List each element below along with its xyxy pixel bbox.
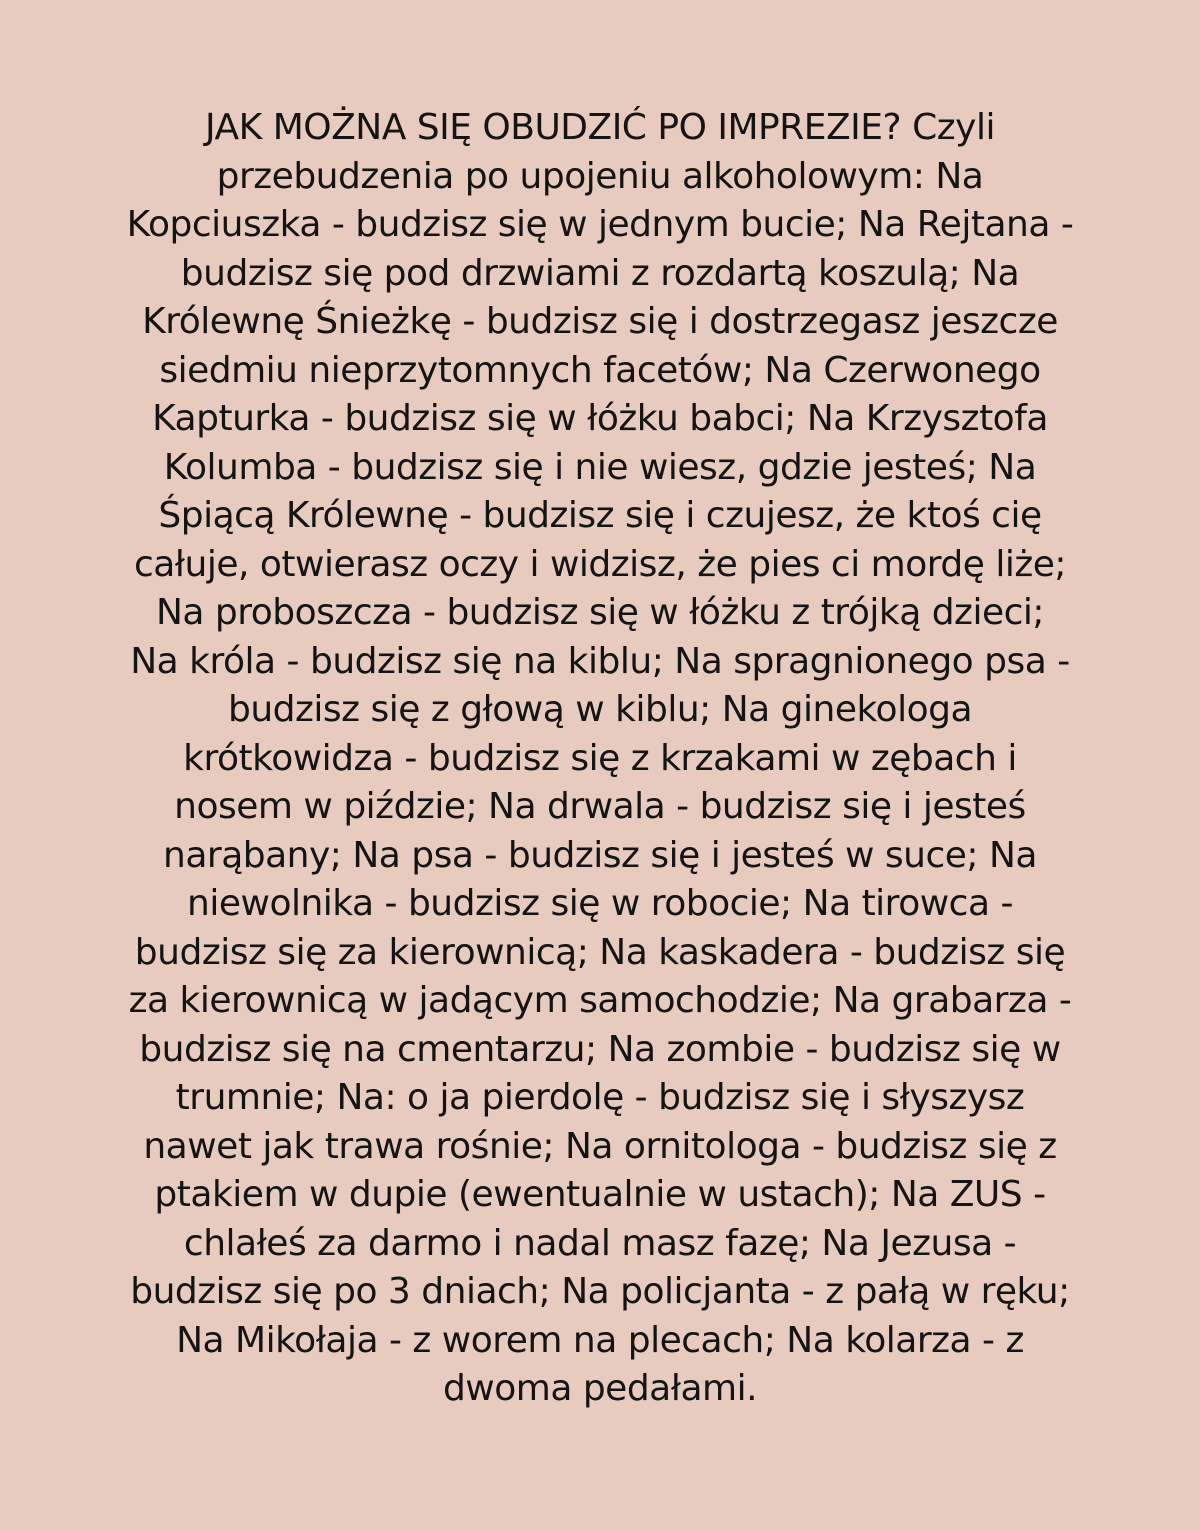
joke-line: budzisz się z głową w kiblu; Na ginekologa [227,689,973,730]
joke-line: trumnie; Na: o ja pierdolę - budzisz się i słyszysz [175,1077,1025,1118]
joke-line: Śpiącą Królewnę - budzisz się i czujesz, że ktoś cię [158,495,1042,536]
joke-line: Kapturka - budzisz się w łóżku babci; Na Krzysztofa [152,398,1048,439]
joke-line: nawet jak trawa rośnie; Na ornitologa - budzisz się z [143,1125,1057,1167]
joke-line: przebudzenia po upojeniu alkoholowym: Na [216,155,984,197]
joke-line: dwoma pedałami. [442,1368,758,1409]
joke-line: całuje, otwierasz oczy i widzisz, że pies ci mordę liże; [133,543,1067,585]
joke-line: narąbany; Na psa - budzisz się i jesteś w suce; Na [163,834,1037,876]
joke-text [14,104,1186,1414]
joke-line: Na Mikołaja - z worem na plecach; Na kolarza - z [176,1319,1024,1361]
joke-line: budzisz się na cmentarzu; Na zombie - budzisz się w [139,1028,1061,1070]
joke-line: ptakiem w dupie (ewentualnie w ustach); Na ZUS - [154,1174,1046,1215]
joke-line: Na proboszcza - budzisz się w łóżku z trójką dzieci; [155,592,1045,633]
joke-line: JAK MOŻNA SIĘ OBUDZIĆ PO IMPREZIE? Czyli [205,107,995,148]
joke-line: Kopciuszka - budzisz się w jednym bucie; Na Rejtana - [126,204,1074,245]
joke-line: niewolnika - budzisz się w robocie; Na tirowca - [187,883,1013,924]
joke-line: Królewnę Śnieżkę - budzisz się i dostrzegasz jeszcze [142,301,1058,342]
joke-line: krótkowidza - budzisz się z krzakami w zębach i [183,737,1017,779]
joke-line: za kierownicą w jadącym samochodzie; Na grabarza - [128,980,1072,1021]
joke-line: Kolumba - budzisz się i nie wiesz, gdzie jesteś; Na [163,446,1037,488]
joke-line: chlałeś za darmo i nadal masz fazę; Na Jezusa - [183,1222,1017,1264]
joke-line: budzisz się po 3 dniach; Na policjanta - z pałą w ręku; [130,1271,1070,1312]
joke-line: Na króla - budzisz się na kiblu; Na spragnionego psa - [130,640,1070,682]
joke-line: budzisz się pod drzwiami z rozdartą koszulą; Na [180,252,1020,294]
joke-line: siedmiu nieprzytomnych facetów; Na Czerwonego [159,349,1041,391]
joke-line: nosem w piździe; Na drwala - budzisz się i jesteś [174,786,1026,827]
joke-line: budzisz się za kierownicą; Na kaskadera - budzisz się [134,931,1066,973]
